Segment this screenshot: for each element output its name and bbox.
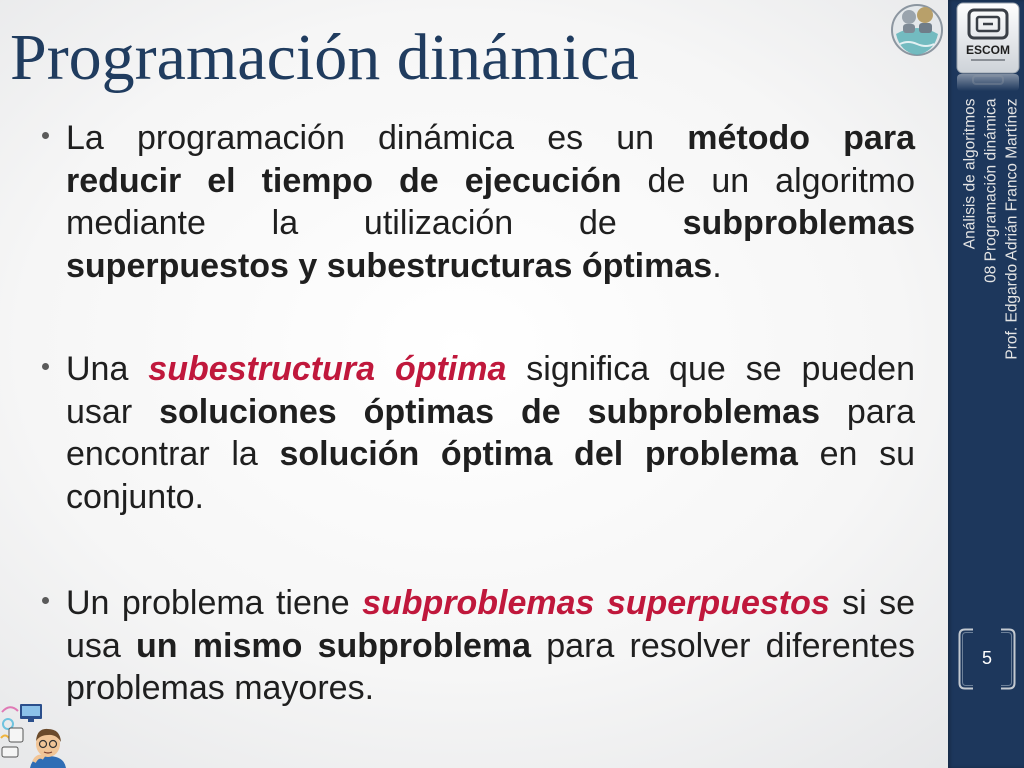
- bullet-icon: [42, 597, 49, 604]
- bold-text: un mismo subproblema: [136, 626, 532, 665]
- text-segment: en su: [797, 435, 915, 473]
- slide-title: Programación dinámica: [10, 21, 639, 94]
- text-segment: para: [819, 392, 915, 431]
- text-segment: para resolver diferentes: [531, 626, 915, 665]
- text-segment: encontrar la: [66, 435, 280, 473]
- emphasis-text: subproblemas superpuestos: [362, 584, 830, 622]
- institution-emblem: [888, 0, 946, 60]
- bullet-line: [66, 582, 915, 625]
- text-segment: usar: [66, 392, 160, 431]
- bullet-line: [66, 433, 915, 476]
- text-segment: conjunto.: [66, 477, 204, 516]
- bullet-line: [66, 625, 915, 668]
- page-number: [958, 628, 1016, 690]
- bold-text: método para: [687, 119, 915, 157]
- bullet-line: [66, 667, 915, 710]
- computer-user-clipart: [0, 700, 72, 768]
- bullet-icon: [42, 363, 49, 370]
- bullet-line: [66, 160, 915, 203]
- page-number-text: 5: [981, 648, 992, 668]
- logo-subtitle-bar: [971, 59, 1005, 61]
- bullet-icon: [42, 132, 49, 139]
- bullet-paragraph-1: [66, 117, 915, 287]
- person-figure: [30, 729, 66, 768]
- bullet-line: [66, 476, 915, 519]
- bullet-line: [66, 117, 915, 160]
- text-segment: significa que se pueden: [506, 350, 915, 388]
- bold-text: soluciones óptimas de subproblemas: [159, 392, 820, 431]
- text-segment: .: [712, 246, 722, 285]
- text-segment: de un algoritmo: [621, 161, 915, 200]
- slide-footer: [960, 98, 1023, 368]
- bullet-line: [66, 245, 915, 288]
- bold-text: subproblemas: [682, 204, 915, 242]
- text-segment: mediante la utilización de: [66, 204, 683, 242]
- text-segment: La programación dinámica es un: [66, 119, 688, 157]
- text-segment: Una: [66, 350, 149, 388]
- bold-text: reducir el tiempo de ejecución: [66, 161, 622, 200]
- text-segment: si se: [829, 584, 915, 622]
- escom-logo: [956, 2, 1020, 92]
- bullet-paragraph-3: [66, 582, 915, 710]
- monitor-icon: [20, 704, 42, 722]
- bullet-paragraph-2: [66, 348, 915, 518]
- bold-text: solución óptima del problema: [279, 435, 798, 473]
- bullet-line: [66, 348, 915, 391]
- emphasis-text: subestructura óptima: [148, 350, 507, 388]
- footer-author: Prof. Edgardo Adrián Franco Martínez: [1003, 98, 1021, 360]
- text-segment: Un problema tiene: [66, 584, 363, 622]
- text-segment: problemas mayores.: [66, 669, 375, 707]
- text-segment: usa: [66, 626, 137, 665]
- footer-course: Análisis de algoritmos: [961, 98, 979, 249]
- bullet-line: [66, 391, 915, 434]
- footer-topic: 08 Programación dinámica: [982, 98, 1000, 283]
- bold-text: superpuestos y subestructuras óptimas: [66, 246, 713, 285]
- logo-text: ESCOM: [965, 43, 1011, 57]
- bullet-line: [66, 202, 915, 245]
- keyboard-key-icon: [2, 728, 23, 757]
